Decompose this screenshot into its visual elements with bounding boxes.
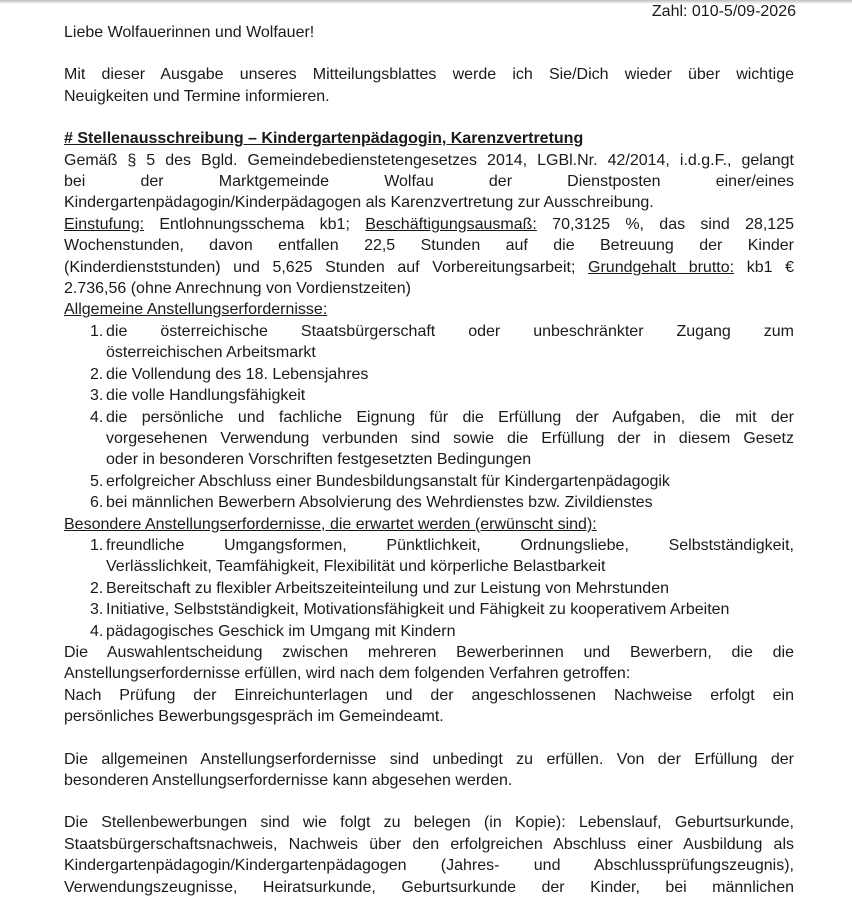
list-item: [64, 364, 794, 385]
list-item: [64, 385, 794, 406]
list-number: 3.: [90, 387, 104, 405]
erfuellung-line-2: besonderen Anstellungserfordernisse kann abgesehen werden.: [64, 772, 513, 789]
list-item: [64, 471, 794, 492]
list-number: 4.: [90, 622, 104, 640]
list-item: [64, 321, 794, 364]
besondere-erfordernisse-title: Besondere Anstellungserfordernisse, die erwartet werden (erwünscht sind):: [64, 515, 597, 533]
list-number: 3.: [90, 601, 104, 619]
list-item-text: bei männlichen Bewerbern Absolvierung des Wehrdienstes bzw. Zivildienstes: [106, 494, 653, 512]
einstufung-line: [64, 214, 794, 235]
list-number: 5.: [90, 472, 104, 490]
list-number: 2.: [90, 579, 104, 597]
document-reference-number: Zahl: 010-5/09-2026: [651, 3, 796, 20]
list-item: [64, 492, 794, 513]
list-item-text: die österreichische Staatsbürgerschaft oder unbeschränkter Zugang zum: [106, 322, 794, 340]
list-item: [64, 621, 794, 642]
list-item-text: die persönliche und fachliche Eignung für die Erfüllung der Aufgaben, die mit der: [106, 408, 794, 426]
list-item-text: die Vollendung des 18. Lebensjahres: [106, 365, 369, 383]
beschaeftigung-label: Beschäftigungsausmaß:: [365, 215, 537, 233]
document-body: [64, 22, 794, 898]
auswahl-line-1: Die Auswahlentscheidung zwischen mehreren Bewerberinnen und Bewerbern, die die: [64, 643, 794, 661]
list-item-text: pädagogisches Geschick im Umgang mit Kindern: [106, 622, 456, 640]
list-item: [64, 535, 794, 578]
kinderdienst-text: (Kinderdienststunden) und 5,625 Stunden auf Vorbereitungsarbeit;: [64, 258, 589, 276]
greeting: Liebe Wolfauerinnen und Wolfauer!: [64, 24, 315, 41]
grundgehalt-text: kb1 €: [734, 258, 795, 276]
bewerbungen-line-3: Kindergartenpädagogin/Kindergartenpädagogen (Jahres- und Abschlussprüfungszeugnis),: [64, 857, 794, 875]
para1-line-1: Gemäß § 5 des Bgld. Gemeindebedienstetengesetzes 2014, LGBl.Nr. 42/2014, i.d.g.F., gelangt: [64, 151, 794, 169]
grundgehalt-line: [64, 257, 794, 278]
intro-line-2: Neuigkeiten und Termine informieren.: [64, 87, 330, 105]
bewerbungen-line-2: Staatsbürgerschaftsnachweis, Nachweis über den erfolgreichen Abschluss einer Ausbildung als: [64, 835, 794, 853]
list-number: 2.: [90, 365, 104, 383]
list-item-text: Initiative, Selbstständigkeit, Motivationsfähigkeit und Fähigkeit zu kooperativem Arbeiten: [106, 601, 730, 619]
list-item-text: vorgesehenen Verwendung verbunden sind sowie die Erfüllung der in diesem Gesetz: [106, 429, 794, 447]
bewerbungen-line-1: Die Stellenbewerbungen sind wie folgt zu belegen (in Kopie): Lebenslauf, Geburtsurkunde,: [64, 814, 794, 832]
list-item-text: freundliche Umgangsformen, Pünktlichkeit, Ordnungsliebe, Selbstständigkeit,: [106, 536, 794, 554]
section-heading: # Stellenausschreibung – Kindergartenpädagogin, Karenzvertretung: [64, 130, 584, 148]
allgemeine-erfordernisse-list: [64, 321, 794, 514]
list-item: [64, 578, 794, 599]
intro-line-1: Mit dieser Ausgabe unseres Mitteilungsblattes werde ich Sie/Dich wieder über wichtige: [64, 66, 794, 84]
einstufung-text: Entlohnungsschema kb1;: [144, 215, 366, 233]
wochenstunden-line: Wochenstunden, davon entfallen 22,5 Stunden auf die Betreuung der Kinder: [64, 237, 794, 255]
list-item-text: österreichischen Arbeitsmarkt: [106, 344, 316, 362]
einstufung-label: Einstufung:: [64, 215, 145, 233]
list-item-text: oder in besonderen Vorschriften festgesetzten Bedingungen: [106, 451, 532, 469]
bewerbungen-line-4: Verwendungszeugnisse, Heiratsurkunde, Geburtsurkunde der Kinder, bei männlichen: [64, 878, 794, 896]
allgemeine-erfordernisse-title: Allgemeine Anstellungserfordernisse:: [64, 301, 328, 319]
list-item-text: Bereitschaft zu flexibler Arbeitszeiteinteilung und zur Leistung von Mehrstunden: [106, 579, 669, 597]
auswahl-line-3: Nach Prüfung der Einreichunterlagen und der angeschlossenen Nachweise erfolgt ein: [64, 686, 794, 704]
auswahl-line-4: persönliches Bewerbungsgespräch im Gemeindeamt.: [64, 708, 444, 726]
list-item: [64, 407, 794, 471]
list-item-text: die volle Handlungsfähigkeit: [106, 387, 306, 405]
beschaeftigung-text: 70,3125 %, das sind 28,125: [536, 215, 795, 233]
gehalt-betrag-line: 2.736,56 (ohne Anrechnung von Vordienstzeiten): [64, 280, 411, 298]
para1-line-3: Kindergartenpädagogin/Kinderpädagogen als Karenzvertretung zur Ausschreibung.: [64, 194, 654, 212]
erfuellung-line-1: Die allgemeinen Anstellungserfordernisse sind unbedingt zu erfüllen. Von der Erfüllung der: [64, 750, 794, 768]
list-item-text: Verlässlichkeit, Teamfähigkeit, Flexibilität und körperliche Belastbarkeit: [106, 558, 606, 576]
list-number: 4.: [90, 408, 104, 426]
list-number: 1.: [90, 322, 104, 340]
list-item-text: erfolgreicher Abschluss einer Bundesbildungsanstalt für Kindergartenpädagogik: [106, 472, 670, 490]
list-item: [64, 599, 794, 620]
list-number: 6.: [90, 494, 104, 512]
auswahl-line-2: Anstellungserfordernisse erfüllen, wird nach dem folgenden Verfahren getroffen:: [64, 665, 631, 683]
list-number: 1.: [90, 536, 104, 554]
para1-line-2: bei der Marktgemeinde Wolfau der Dienstposten einer/eines: [64, 173, 794, 191]
besondere-erfordernisse-list: [64, 535, 794, 642]
grundgehalt-label: Grundgehalt brutto:: [588, 258, 735, 276]
